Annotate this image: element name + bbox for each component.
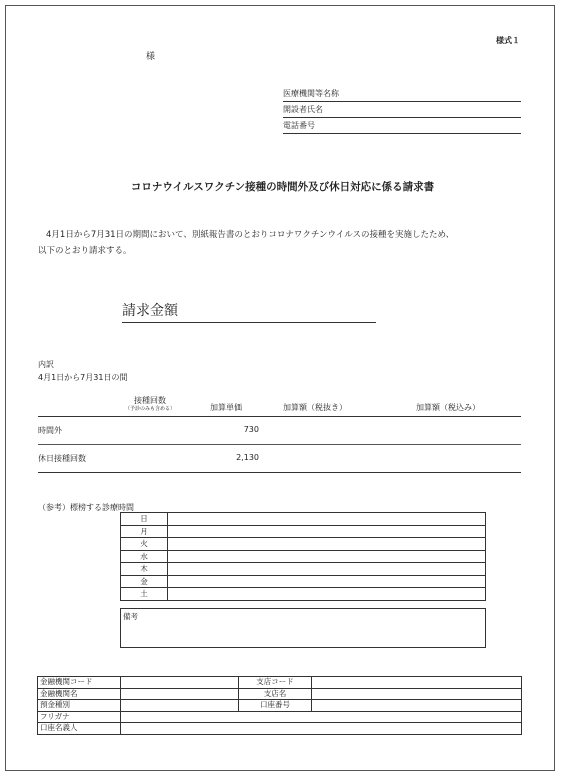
remarks-box[interactable] <box>120 608 486 648</box>
header-unit-price: 加算単価 <box>210 403 242 412</box>
row-unit-price: 730 <box>243 425 259 434</box>
institution-code-label: 金融機関コード <box>38 677 121 689</box>
header-amount-incl-tax: 加算額（税込み） <box>416 403 480 412</box>
sender-field-phone: 電話番号 <box>283 118 521 134</box>
billing-amount: 請求金額 <box>122 300 376 323</box>
day-tue: 火 <box>121 538 168 551</box>
table-row <box>121 550 486 563</box>
table-row <box>121 525 486 538</box>
institution-name-label: 金融機関名 <box>38 688 121 700</box>
body-text <box>38 227 454 259</box>
table-row <box>38 445 521 473</box>
row-unit-price: 2,130 <box>236 453 259 462</box>
body-line-2: 以下のとおり請求する。 <box>38 246 132 256</box>
branch-code-label: 支店コード <box>239 677 312 689</box>
furigana-label: フリガナ <box>38 711 121 723</box>
table-row <box>121 575 486 588</box>
table-row <box>38 711 522 723</box>
breakdown-period: 4月1日から7月31日の間 <box>38 373 128 382</box>
table-row <box>38 677 522 689</box>
institution-code-value[interactable] <box>121 677 239 689</box>
table-row <box>121 513 486 526</box>
row-label: 時間外 <box>38 426 62 435</box>
day-mon: 月 <box>121 525 168 538</box>
deposit-type-value[interactable] <box>121 700 239 712</box>
hours-cell[interactable] <box>168 563 486 576</box>
breakdown-label: 内訳 <box>38 360 54 369</box>
day-fri: 金 <box>121 575 168 588</box>
hours-table <box>120 512 486 601</box>
sender-field-founder-name: 開設者氏名 <box>283 102 521 118</box>
account-holder-value[interactable] <box>121 723 522 735</box>
hours-cell[interactable] <box>168 513 486 526</box>
hours-cell[interactable] <box>168 525 486 538</box>
branch-code-value[interactable] <box>312 677 522 689</box>
furigana-value[interactable] <box>121 711 522 723</box>
branch-name-value[interactable] <box>312 688 522 700</box>
table-row <box>38 688 522 700</box>
branch-name-label: 支店名 <box>239 688 312 700</box>
account-number-label: 口座番号 <box>239 700 312 712</box>
form-number: 様式１ <box>496 36 520 45</box>
table-row <box>121 563 486 576</box>
table-row <box>121 588 486 601</box>
table-row <box>38 417 521 445</box>
table-row <box>38 700 522 712</box>
header-amount-excl-tax: 加算額（税抜き） <box>283 403 347 412</box>
deposit-type-label: 預金種別 <box>38 700 121 712</box>
hours-cell[interactable] <box>168 550 486 563</box>
table-row <box>121 538 486 551</box>
hours-cell[interactable] <box>168 538 486 551</box>
hours-title: （参考）標榜する診療時間 <box>38 503 134 512</box>
hours-cell[interactable] <box>168 588 486 601</box>
account-number-value[interactable] <box>312 700 522 712</box>
table-row <box>38 723 522 735</box>
header-count <box>120 395 180 413</box>
hours-cell[interactable] <box>168 575 486 588</box>
institution-name-value[interactable] <box>121 688 239 700</box>
header-count-label: 接種回数 <box>134 396 166 405</box>
row-label: 休日接種回数 <box>38 454 86 463</box>
day-sun: 日 <box>121 513 168 526</box>
header-count-note: （予診のみも含める） <box>124 406 175 412</box>
document-title: コロナウイルスワクチン接種の時間外及び休日対応に係る請求書 <box>130 181 435 193</box>
calculation-table-header <box>38 394 521 417</box>
day-wed: 水 <box>121 550 168 563</box>
sender-field-facility-name: 医療機関等名称 <box>283 86 521 102</box>
breakdown <box>38 358 127 384</box>
addressee-suffix: 様 <box>146 52 156 62</box>
remarks-label: 備考 <box>123 612 138 621</box>
day-sat: 土 <box>121 588 168 601</box>
account-holder-label: 口座名義人 <box>38 723 121 735</box>
day-thu: 木 <box>121 563 168 576</box>
body-line-1: 4月1日から7月31日の期間において、別紙報告書のとおりコロナワクチンウイルスの接種を実施したため、 <box>46 230 455 240</box>
bank-table <box>37 676 522 735</box>
